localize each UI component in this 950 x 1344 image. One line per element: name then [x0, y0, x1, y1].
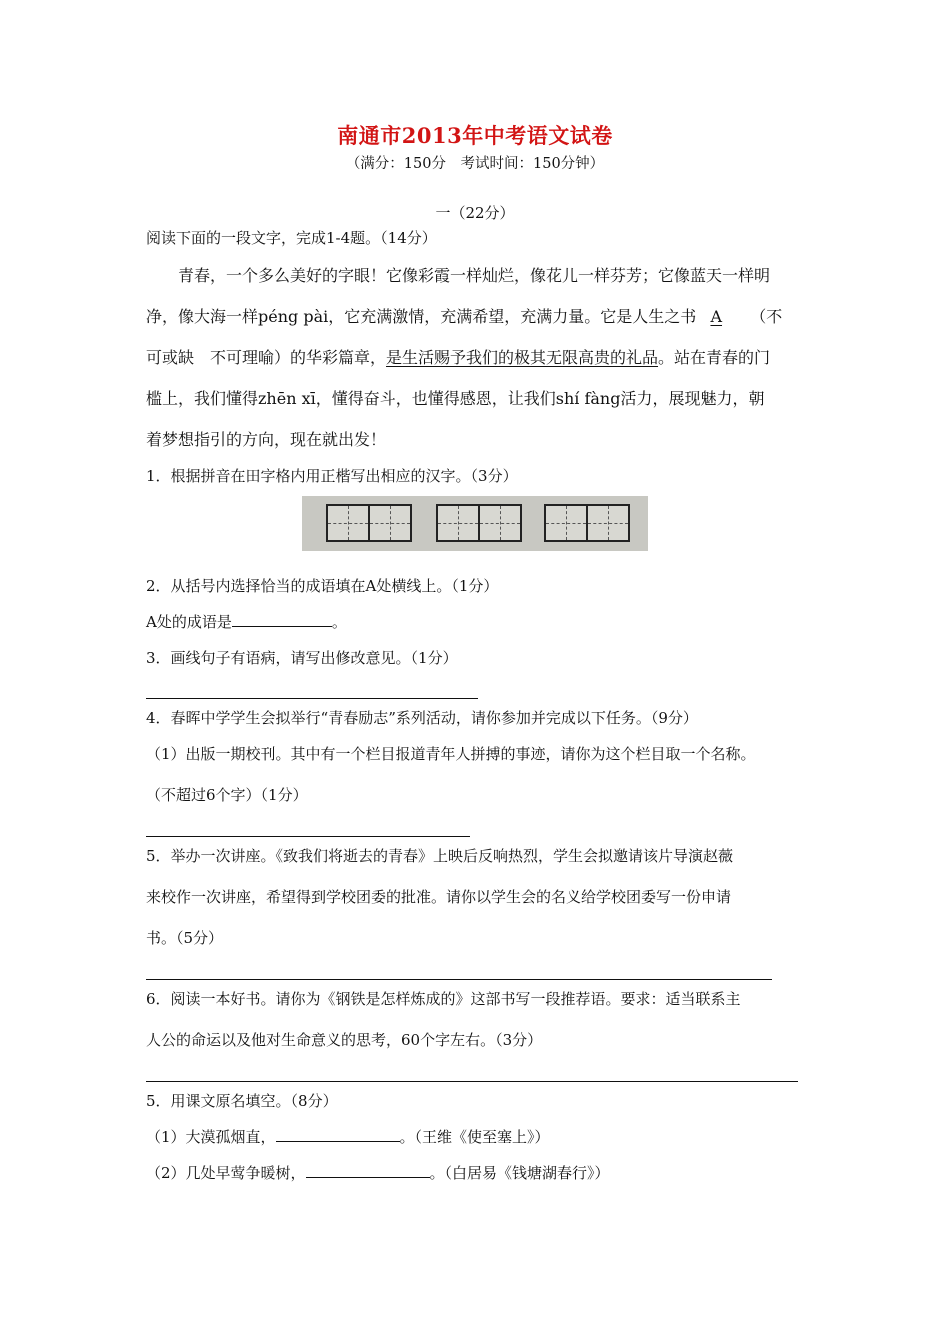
question-4-1-note: （不超过6个字）（1分）: [146, 786, 308, 804]
underlined-sentence: 是生活赐予我们的极其无限高贵的礼品: [386, 348, 659, 367]
fill-2-prompt: （2）几处早莺争暖树，: [146, 1164, 306, 1182]
question-5-line-1: 5．举办一次讲座。《致我们将逝去的青春》上映后反响热烈，学生会拟邀请该片导演赵薇: [146, 847, 734, 865]
exam-title: 南通市2013年中考语文试卷: [337, 123, 613, 148]
fill-1-source: 。（王维《使至塞上》）: [399, 1128, 550, 1146]
fill-in-item-1: [146, 1126, 550, 1147]
tianzige-group-1[interactable]: [326, 504, 412, 542]
tianzige-grid-image: [302, 496, 648, 551]
grid-cell[interactable]: [370, 506, 410, 540]
passage-line-2-end: （不: [750, 307, 783, 326]
answer-line-q6[interactable]: [146, 1081, 798, 1082]
passage-line-3-end: 。站在青春的门: [658, 348, 771, 367]
passage-line-3-start: 可或缺 不可理喻）的华彩篇章，: [146, 348, 387, 367]
exam-subtitle: （满分：150分 考试时间：150分钟）: [345, 156, 605, 172]
fill-2-source: 。（白居易《钱塘湖春行》）: [429, 1164, 610, 1182]
fill-in-item-2: [146, 1162, 610, 1183]
question-5-line-3: 书。（5分）: [146, 929, 224, 947]
fill-1-prompt: （1）大漠孤烟直，: [146, 1128, 276, 1146]
fill-in-heading: 5．用课文原名填空。（8分）: [146, 1092, 338, 1110]
fill-1-blank[interactable]: [276, 1127, 400, 1142]
question-1: 1．根据拼音在田字格内用正楷写出相应的汉字。（3分）: [146, 467, 518, 485]
answer-blank[interactable]: [232, 612, 332, 627]
grid-cell[interactable]: [438, 506, 480, 540]
answer-line-q3[interactable]: [146, 698, 478, 699]
question-4: 4．春晖中学学生会拟举行“青春励志”系列活动，请你参加并完成以下任务。（9分）: [146, 709, 698, 727]
question-2-answer: [146, 611, 347, 632]
question-5-line-2: 来校作一次讲座，希望得到学校团委的批准。请你以学生会的名义给学校团委写一份申请: [146, 888, 732, 906]
blank-a: A: [710, 307, 723, 326]
passage-line-2-start: 净，像大海一样péng pài，它充满激情，充满希望，充满力量。它是人生之书: [146, 307, 697, 326]
grid-cell[interactable]: [480, 506, 520, 540]
question-6-line-2: 人公的命运以及他对生命意义的思考，60个字左右。（3分）: [146, 1031, 543, 1049]
answer-line-q5[interactable]: [146, 979, 772, 980]
fill-2-blank[interactable]: [306, 1163, 430, 1178]
answer-line-q4[interactable]: [146, 836, 470, 837]
question-3: 3．画线句子有语病，请写出修改意见。（1分）: [146, 649, 458, 667]
section-heading: 一（22分）: [435, 204, 515, 222]
passage-line-4: 槛上，我们懂得zhēn xī，懂得奋斗，也懂得感恩，让我们shí fàng活力，展现魅力，朝: [146, 389, 765, 408]
answer-suffix: 。: [331, 613, 347, 631]
passage-line-2: [146, 304, 782, 327]
grid-cell[interactable]: [546, 506, 588, 540]
question-4-1: （1）出版一期校刊。其中有一个栏目报道青年人拼搏的事迹，请你为这个栏目取一个名称。: [146, 745, 756, 763]
grid-cell[interactable]: [588, 506, 628, 540]
answer-prefix: A处的成语是: [146, 613, 232, 631]
section-intro: 阅读下面的一段文字，完成1-4题。（14分）: [146, 229, 437, 247]
grid-cell[interactable]: [328, 506, 370, 540]
tianzige-group-2[interactable]: [436, 504, 522, 542]
passage-line-3: [146, 345, 770, 368]
question-2: 2．从括号内选择恰当的成语填在A处横线上。（1分）: [146, 577, 499, 595]
passage-line-1: 青春，一个多么美好的字眼！它像彩霞一样灿烂，像花儿一样芬芳；它像蓝天一样明: [178, 266, 771, 285]
tianzige-group-3[interactable]: [544, 504, 630, 542]
question-6-line-1: 6．阅读一本好书。请你为《钢铁是怎样炼成的》这部书写一段推荐语。要求：适当联系主: [146, 990, 741, 1008]
passage-line-5: 着梦想指引的方向，现在就出发！: [146, 430, 387, 449]
